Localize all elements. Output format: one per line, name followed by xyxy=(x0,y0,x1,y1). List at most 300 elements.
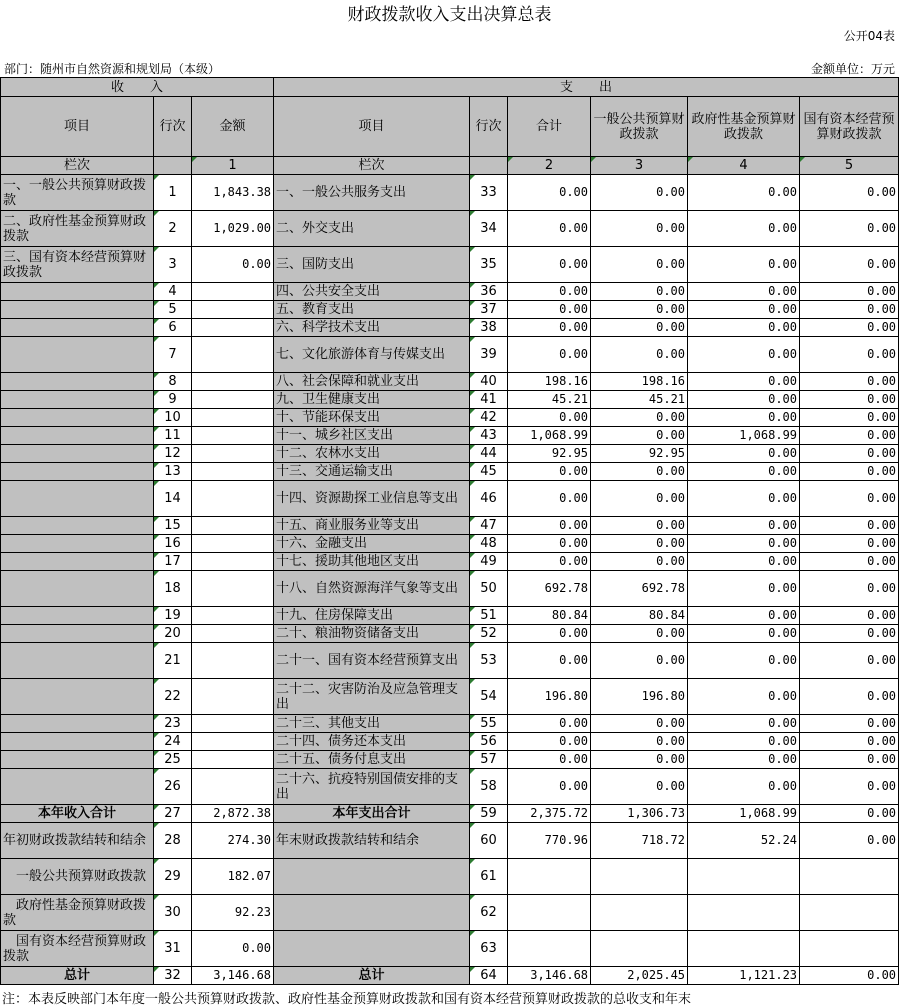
expense-rowno-cell: 53 xyxy=(470,643,508,679)
expense-rowno-cell: 60 xyxy=(470,823,508,859)
table-row xyxy=(1,859,899,895)
income-item-cell xyxy=(1,679,154,715)
total-cell: 0.00 xyxy=(508,211,591,247)
gov-fund-cell: 0.00 xyxy=(688,625,800,643)
gov-fund-cell: 1,121.23 xyxy=(688,967,800,985)
state-capital-cell: 0.00 xyxy=(800,247,899,283)
state-capital-cell: 0.00 xyxy=(800,301,899,319)
income-item-cell xyxy=(1,769,154,805)
income-rowno-cell: 22 xyxy=(154,679,192,715)
income-item-cell xyxy=(1,409,154,427)
expense-item-cell: 二十六、抗疫特别国债安排的支出 xyxy=(274,769,470,805)
income-rowno-cell: 31 xyxy=(154,931,192,967)
income-amount-cell xyxy=(192,427,274,445)
income-amount-cell: 2,872.38 xyxy=(192,805,274,823)
income-rowno-cell: 10 xyxy=(154,409,192,427)
table-row xyxy=(1,301,899,319)
table-row xyxy=(1,733,899,751)
total-cell: 45.21 xyxy=(508,391,591,409)
income-item-cell xyxy=(1,391,154,409)
income-amount-cell xyxy=(192,301,274,319)
income-amount-cell: 92.23 xyxy=(192,895,274,931)
col-num-2: 2 xyxy=(508,157,591,175)
income-amount-cell xyxy=(192,283,274,301)
total-cell: 0.00 xyxy=(508,733,591,751)
income-item-cell xyxy=(1,337,154,373)
gov-fund-cell: 1,068.99 xyxy=(688,427,800,445)
total-cell: 0.00 xyxy=(508,283,591,301)
expense-header: 支 出 xyxy=(274,78,899,97)
total-cell: 3,146.68 xyxy=(508,967,591,985)
total-header: 合计 xyxy=(508,97,591,157)
state-capital-cell: 0.00 xyxy=(800,805,899,823)
total-cell: 770.96 xyxy=(508,823,591,859)
expense-rowno-cell: 37 xyxy=(470,301,508,319)
income-amount-cell: 1,029.00 xyxy=(192,211,274,247)
income-amount-cell xyxy=(192,445,274,463)
state-capital-cell: 0.00 xyxy=(800,445,899,463)
general-budget-cell: 0.00 xyxy=(591,247,688,283)
income-rowno-cell: 25 xyxy=(154,751,192,769)
general-budget-cell: 92.95 xyxy=(591,445,688,463)
expense-item-cell: 七、文化旅游体育与传媒支出 xyxy=(274,337,470,373)
expense-item-cell: 二十五、债务付息支出 xyxy=(274,751,470,769)
total-cell: 0.00 xyxy=(508,535,591,553)
general-budget-cell: 0.00 xyxy=(591,301,688,319)
expense-item-cell: 十九、住房保障支出 xyxy=(274,607,470,625)
income-item-cell: 总计 xyxy=(1,967,154,985)
income-item-cell: 年初财政拨款结转和结余 xyxy=(1,823,154,859)
total-cell: 0.00 xyxy=(508,517,591,535)
expense-item-cell: 十五、商业服务业等支出 xyxy=(274,517,470,535)
income-rowno-cell: 15 xyxy=(154,517,192,535)
gov-fund-cell: 0.00 xyxy=(688,643,800,679)
gov-fund-header: 政府性基金预算财政拨款 xyxy=(688,97,800,157)
gov-fund-cell: 0.00 xyxy=(688,535,800,553)
expense-rowno-cell: 48 xyxy=(470,535,508,553)
income-item-cell: 国有资本经营预算财政拨款 xyxy=(1,931,154,967)
gov-fund-cell: 0.00 xyxy=(688,715,800,733)
state-capital-cell: 0.00 xyxy=(800,733,899,751)
expense-rowno-cell: 36 xyxy=(470,283,508,301)
table-row xyxy=(1,517,899,535)
table-row xyxy=(1,373,899,391)
expense-rowno-cell: 39 xyxy=(470,337,508,373)
income-item-cell xyxy=(1,553,154,571)
state-capital-cell: 0.00 xyxy=(800,175,899,211)
gov-fund-cell: 0.00 xyxy=(688,337,800,373)
expense-item-cell: 十三、交通运输支出 xyxy=(274,463,470,481)
expense-item-cell: 二十、粮油物资储备支出 xyxy=(274,625,470,643)
gov-fund-cell: 0.00 xyxy=(688,373,800,391)
expense-item-cell: 十六、金融支出 xyxy=(274,535,470,553)
income-rowno-cell: 6 xyxy=(154,319,192,337)
expense-rowno-cell: 51 xyxy=(470,607,508,625)
total-cell: 92.95 xyxy=(508,445,591,463)
income-rowno-cell: 12 xyxy=(154,445,192,463)
gov-fund-cell: 0.00 xyxy=(688,751,800,769)
table-row xyxy=(1,751,899,769)
gov-fund-cell: 0.00 xyxy=(688,769,800,805)
table-row xyxy=(1,445,899,463)
total-cell xyxy=(508,931,591,967)
income-amount-cell xyxy=(192,409,274,427)
table-row xyxy=(1,967,899,985)
total-cell: 0.00 xyxy=(508,751,591,769)
total-cell: 198.16 xyxy=(508,373,591,391)
income-item-cell xyxy=(1,301,154,319)
income-rowno-cell: 2 xyxy=(154,211,192,247)
state-capital-cell: 0.00 xyxy=(800,481,899,517)
budget-table xyxy=(0,77,899,985)
table-row xyxy=(1,715,899,733)
income-rowno-cell: 24 xyxy=(154,733,192,751)
income-amount-cell xyxy=(192,643,274,679)
income-item-cell xyxy=(1,733,154,751)
income-amount-cell xyxy=(192,391,274,409)
total-cell: 0.00 xyxy=(508,175,591,211)
income-amount-cell: 0.00 xyxy=(192,931,274,967)
income-item-cell: 本年收入合计 xyxy=(1,805,154,823)
expense-item-cell xyxy=(274,931,470,967)
general-budget-cell: 0.00 xyxy=(591,481,688,517)
general-budget-cell: 718.72 xyxy=(591,823,688,859)
income-rowno-cell: 5 xyxy=(154,301,192,319)
table-row xyxy=(1,319,899,337)
total-cell: 2,375.72 xyxy=(508,805,591,823)
col-num-3: 3 xyxy=(591,157,688,175)
state-capital-cell: 0.00 xyxy=(800,373,899,391)
income-item-cell xyxy=(1,517,154,535)
total-cell: 0.00 xyxy=(508,337,591,373)
income-rowno-cell: 3 xyxy=(154,247,192,283)
col-num-1: 1 xyxy=(192,157,274,175)
expense-rowno-cell: 42 xyxy=(470,409,508,427)
general-budget-cell: 0.00 xyxy=(591,553,688,571)
gov-fund-cell: 0.00 xyxy=(688,679,800,715)
expense-rowno-cell: 64 xyxy=(470,967,508,985)
state-capital-cell: 0.00 xyxy=(800,409,899,427)
total-cell: 0.00 xyxy=(508,463,591,481)
gov-fund-cell: 0.00 xyxy=(688,247,800,283)
income-amount-cell xyxy=(192,463,274,481)
total-cell: 0.00 xyxy=(508,481,591,517)
state-capital-cell: 0.00 xyxy=(800,283,899,301)
expense-item-cell: 五、教育支出 xyxy=(274,301,470,319)
income-amount-cell xyxy=(192,769,274,805)
state-capital-cell: 0.00 xyxy=(800,319,899,337)
state-capital-cell xyxy=(800,931,899,967)
income-rowno-header: 行次 xyxy=(154,97,192,157)
income-amount-cell: 0.00 xyxy=(192,247,274,283)
income-item-cell xyxy=(1,571,154,607)
col-num-4: 4 xyxy=(688,157,800,175)
expense-rowno-cell: 52 xyxy=(470,625,508,643)
state-capital-cell: 0.00 xyxy=(800,751,899,769)
income-item-cell xyxy=(1,373,154,391)
expense-item-header: 项目 xyxy=(274,97,470,157)
expense-item-cell: 二、外交支出 xyxy=(274,211,470,247)
col-label-blank xyxy=(470,157,508,175)
expense-item-cell xyxy=(274,859,470,895)
expense-rowno-cell: 45 xyxy=(470,463,508,481)
table-row xyxy=(1,247,899,283)
state-capital-cell: 0.00 xyxy=(800,571,899,607)
income-rowno-cell: 8 xyxy=(154,373,192,391)
expense-rowno-cell: 38 xyxy=(470,319,508,337)
income-amount-header: 金额 xyxy=(192,97,274,157)
general-budget-cell: 2,025.45 xyxy=(591,967,688,985)
general-budget-cell xyxy=(591,931,688,967)
gov-fund-cell: 0.00 xyxy=(688,319,800,337)
income-amount-cell xyxy=(192,625,274,643)
general-budget-cell: 692.78 xyxy=(591,571,688,607)
general-budget-cell xyxy=(591,859,688,895)
general-budget-cell: 0.00 xyxy=(591,463,688,481)
expense-rowno-cell: 44 xyxy=(470,445,508,463)
general-budget-cell: 0.00 xyxy=(591,427,688,445)
income-item-cell xyxy=(1,463,154,481)
expense-rowno-cell: 47 xyxy=(470,517,508,535)
general-budget-cell: 0.00 xyxy=(591,175,688,211)
expense-item-cell: 十八、自然资源海洋气象等支出 xyxy=(274,571,470,607)
table-row xyxy=(1,769,899,805)
state-capital-cell xyxy=(800,859,899,895)
unit-label: 金额单位：万元 xyxy=(810,62,895,76)
table-row xyxy=(1,607,899,625)
expense-item-cell: 二十一、国有资本经营预算支出 xyxy=(274,643,470,679)
state-capital-cell: 0.00 xyxy=(800,643,899,679)
gov-fund-cell xyxy=(688,931,800,967)
expense-rowno-cell: 41 xyxy=(470,391,508,409)
state-capital-header: 国有资本经营预算财政拨款 xyxy=(800,97,899,157)
expense-rowno-cell: 50 xyxy=(470,571,508,607)
table-row xyxy=(1,481,899,517)
general-budget-cell: 0.00 xyxy=(591,319,688,337)
state-capital-cell: 0.00 xyxy=(800,337,899,373)
expense-rowno-header: 行次 xyxy=(470,97,508,157)
income-rowno-cell: 19 xyxy=(154,607,192,625)
income-rowno-cell: 1 xyxy=(154,175,192,211)
department-label: 部门：随州市自然资源和规划局（本级） xyxy=(4,62,221,76)
total-cell: 692.78 xyxy=(508,571,591,607)
income-item-cell xyxy=(1,481,154,517)
general-budget-cell xyxy=(591,895,688,931)
table-row xyxy=(1,211,899,247)
gov-fund-cell: 0.00 xyxy=(688,733,800,751)
income-item-header: 项目 xyxy=(1,97,154,157)
gov-fund-cell: 0.00 xyxy=(688,553,800,571)
gov-fund-cell: 0.00 xyxy=(688,211,800,247)
total-cell: 1,068.99 xyxy=(508,427,591,445)
expense-item-cell: 三、国防支出 xyxy=(274,247,470,283)
expense-rowno-cell: 33 xyxy=(470,175,508,211)
expense-rowno-cell: 43 xyxy=(470,427,508,445)
income-amount-cell xyxy=(192,319,274,337)
income-rowno-cell: 9 xyxy=(154,391,192,409)
expense-item-cell: 十四、资源勘探工业信息等支出 xyxy=(274,481,470,517)
expense-rowno-cell: 61 xyxy=(470,859,508,895)
table-row xyxy=(1,409,899,427)
general-budget-cell: 0.00 xyxy=(591,769,688,805)
table-row xyxy=(1,805,899,823)
table-row xyxy=(1,643,899,679)
total-cell: 0.00 xyxy=(508,247,591,283)
table-row xyxy=(1,553,899,571)
income-amount-cell xyxy=(192,571,274,607)
total-cell: 0.00 xyxy=(508,715,591,733)
table-row xyxy=(1,283,899,301)
state-capital-cell: 0.00 xyxy=(800,463,899,481)
footnote: 注：本表反映部门本年度一般公共预算财政拨款、政府性基金预算财政拨款和国有资本经营预算财政拨款的总收支和年末 xyxy=(2,992,692,1007)
col-label-expense: 栏次 xyxy=(274,157,470,175)
income-amount-cell xyxy=(192,553,274,571)
total-cell: 0.00 xyxy=(508,625,591,643)
general-budget-cell: 1,306.73 xyxy=(591,805,688,823)
total-cell: 80.84 xyxy=(508,607,591,625)
general-budget-cell: 196.80 xyxy=(591,679,688,715)
sheet-number: 公开04表 xyxy=(843,29,895,43)
table-row xyxy=(1,931,899,967)
expense-rowno-cell: 57 xyxy=(470,751,508,769)
income-rowno-cell: 13 xyxy=(154,463,192,481)
state-capital-cell: 0.00 xyxy=(800,391,899,409)
expense-rowno-cell: 59 xyxy=(470,805,508,823)
total-cell: 0.00 xyxy=(508,643,591,679)
income-amount-cell: 3,146.68 xyxy=(192,967,274,985)
total-cell xyxy=(508,859,591,895)
income-item-cell xyxy=(1,319,154,337)
income-item-cell: 三、国有资本经营预算财政拨款 xyxy=(1,247,154,283)
general-budget-cell: 0.00 xyxy=(591,625,688,643)
total-cell: 0.00 xyxy=(508,301,591,319)
state-capital-cell: 0.00 xyxy=(800,535,899,553)
table-row xyxy=(1,895,899,931)
income-rowno-cell: 18 xyxy=(154,571,192,607)
expense-rowno-cell: 34 xyxy=(470,211,508,247)
general-budget-cell: 0.00 xyxy=(591,751,688,769)
income-rowno-cell: 27 xyxy=(154,805,192,823)
gov-fund-cell: 0.00 xyxy=(688,283,800,301)
income-rowno-cell: 32 xyxy=(154,967,192,985)
gov-fund-cell: 0.00 xyxy=(688,517,800,535)
expense-item-cell: 二十二、灾害防治及应急管理支出 xyxy=(274,679,470,715)
expense-item-cell: 四、公共安全支出 xyxy=(274,283,470,301)
income-rowno-cell: 17 xyxy=(154,553,192,571)
expense-item-cell: 一、一般公共服务支出 xyxy=(274,175,470,211)
income-rowno-cell: 28 xyxy=(154,823,192,859)
income-item-cell: 政府性基金预算财政拨款 xyxy=(1,895,154,931)
total-cell: 0.00 xyxy=(508,409,591,427)
expense-rowno-cell: 40 xyxy=(470,373,508,391)
expense-item-cell: 本年支出合计 xyxy=(274,805,470,823)
state-capital-cell: 0.00 xyxy=(800,517,899,535)
state-capital-cell: 0.00 xyxy=(800,679,899,715)
income-item-cell xyxy=(1,445,154,463)
expense-item-cell: 八、社会保障和就业支出 xyxy=(274,373,470,391)
income-rowno-cell: 30 xyxy=(154,895,192,931)
general-budget-cell: 0.00 xyxy=(591,517,688,535)
gov-fund-cell: 1,068.99 xyxy=(688,805,800,823)
income-rowno-cell: 23 xyxy=(154,715,192,733)
gov-fund-cell: 0.00 xyxy=(688,175,800,211)
report-title: 财政拨款收入支出决算总表 xyxy=(347,5,552,25)
general-budget-header: 一般公共预算财政拨款 xyxy=(591,97,688,157)
gov-fund-cell: 0.00 xyxy=(688,445,800,463)
general-budget-cell: 0.00 xyxy=(591,211,688,247)
income-amount-cell xyxy=(192,679,274,715)
income-amount-cell xyxy=(192,733,274,751)
expense-item-cell: 六、科学技术支出 xyxy=(274,319,470,337)
state-capital-cell xyxy=(800,895,899,931)
total-cell: 0.00 xyxy=(508,553,591,571)
total-cell xyxy=(508,895,591,931)
income-amount-cell xyxy=(192,517,274,535)
general-budget-cell: 0.00 xyxy=(591,715,688,733)
state-capital-cell: 0.00 xyxy=(800,625,899,643)
expense-item-cell: 十一、城乡社区支出 xyxy=(274,427,470,445)
income-item-cell: 一、一般公共预算财政拨款 xyxy=(1,175,154,211)
income-rowno-cell: 4 xyxy=(154,283,192,301)
expense-rowno-cell: 55 xyxy=(470,715,508,733)
income-item-cell xyxy=(1,751,154,769)
col-label-blank xyxy=(154,157,192,175)
expense-item-cell: 总计 xyxy=(274,967,470,985)
income-amount-cell xyxy=(192,535,274,553)
expense-item-cell: 十七、援助其他地区支出 xyxy=(274,553,470,571)
table-row xyxy=(1,535,899,553)
income-rowno-cell: 20 xyxy=(154,625,192,643)
general-budget-cell: 0.00 xyxy=(591,283,688,301)
table-row xyxy=(1,391,899,409)
general-budget-cell: 0.00 xyxy=(591,337,688,373)
total-cell: 0.00 xyxy=(508,769,591,805)
general-budget-cell: 198.16 xyxy=(591,373,688,391)
income-amount-cell: 182.07 xyxy=(192,859,274,895)
income-item-cell xyxy=(1,715,154,733)
income-item-cell xyxy=(1,283,154,301)
general-budget-cell: 0.00 xyxy=(591,409,688,427)
income-rowno-cell: 16 xyxy=(154,535,192,553)
expense-rowno-cell: 49 xyxy=(470,553,508,571)
state-capital-cell: 0.00 xyxy=(800,769,899,805)
general-budget-cell: 0.00 xyxy=(591,643,688,679)
gov-fund-cell: 0.00 xyxy=(688,481,800,517)
income-rowno-cell: 11 xyxy=(154,427,192,445)
income-amount-cell xyxy=(192,481,274,517)
state-capital-cell: 0.00 xyxy=(800,967,899,985)
income-item-cell xyxy=(1,643,154,679)
income-rowno-cell: 14 xyxy=(154,481,192,517)
gov-fund-cell xyxy=(688,859,800,895)
income-item-cell xyxy=(1,427,154,445)
total-cell: 196.80 xyxy=(508,679,591,715)
table-row xyxy=(1,463,899,481)
general-budget-cell: 80.84 xyxy=(591,607,688,625)
table-row xyxy=(1,337,899,373)
state-capital-cell: 0.00 xyxy=(800,211,899,247)
table-row xyxy=(1,175,899,211)
expense-rowno-cell: 58 xyxy=(470,769,508,805)
expense-item-cell: 九、卫生健康支出 xyxy=(274,391,470,409)
income-item-cell xyxy=(1,625,154,643)
general-budget-cell: 0.00 xyxy=(591,733,688,751)
total-cell: 0.00 xyxy=(508,319,591,337)
table-row xyxy=(1,625,899,643)
table-row xyxy=(1,571,899,607)
income-item-cell xyxy=(1,535,154,553)
state-capital-cell: 0.00 xyxy=(800,823,899,859)
